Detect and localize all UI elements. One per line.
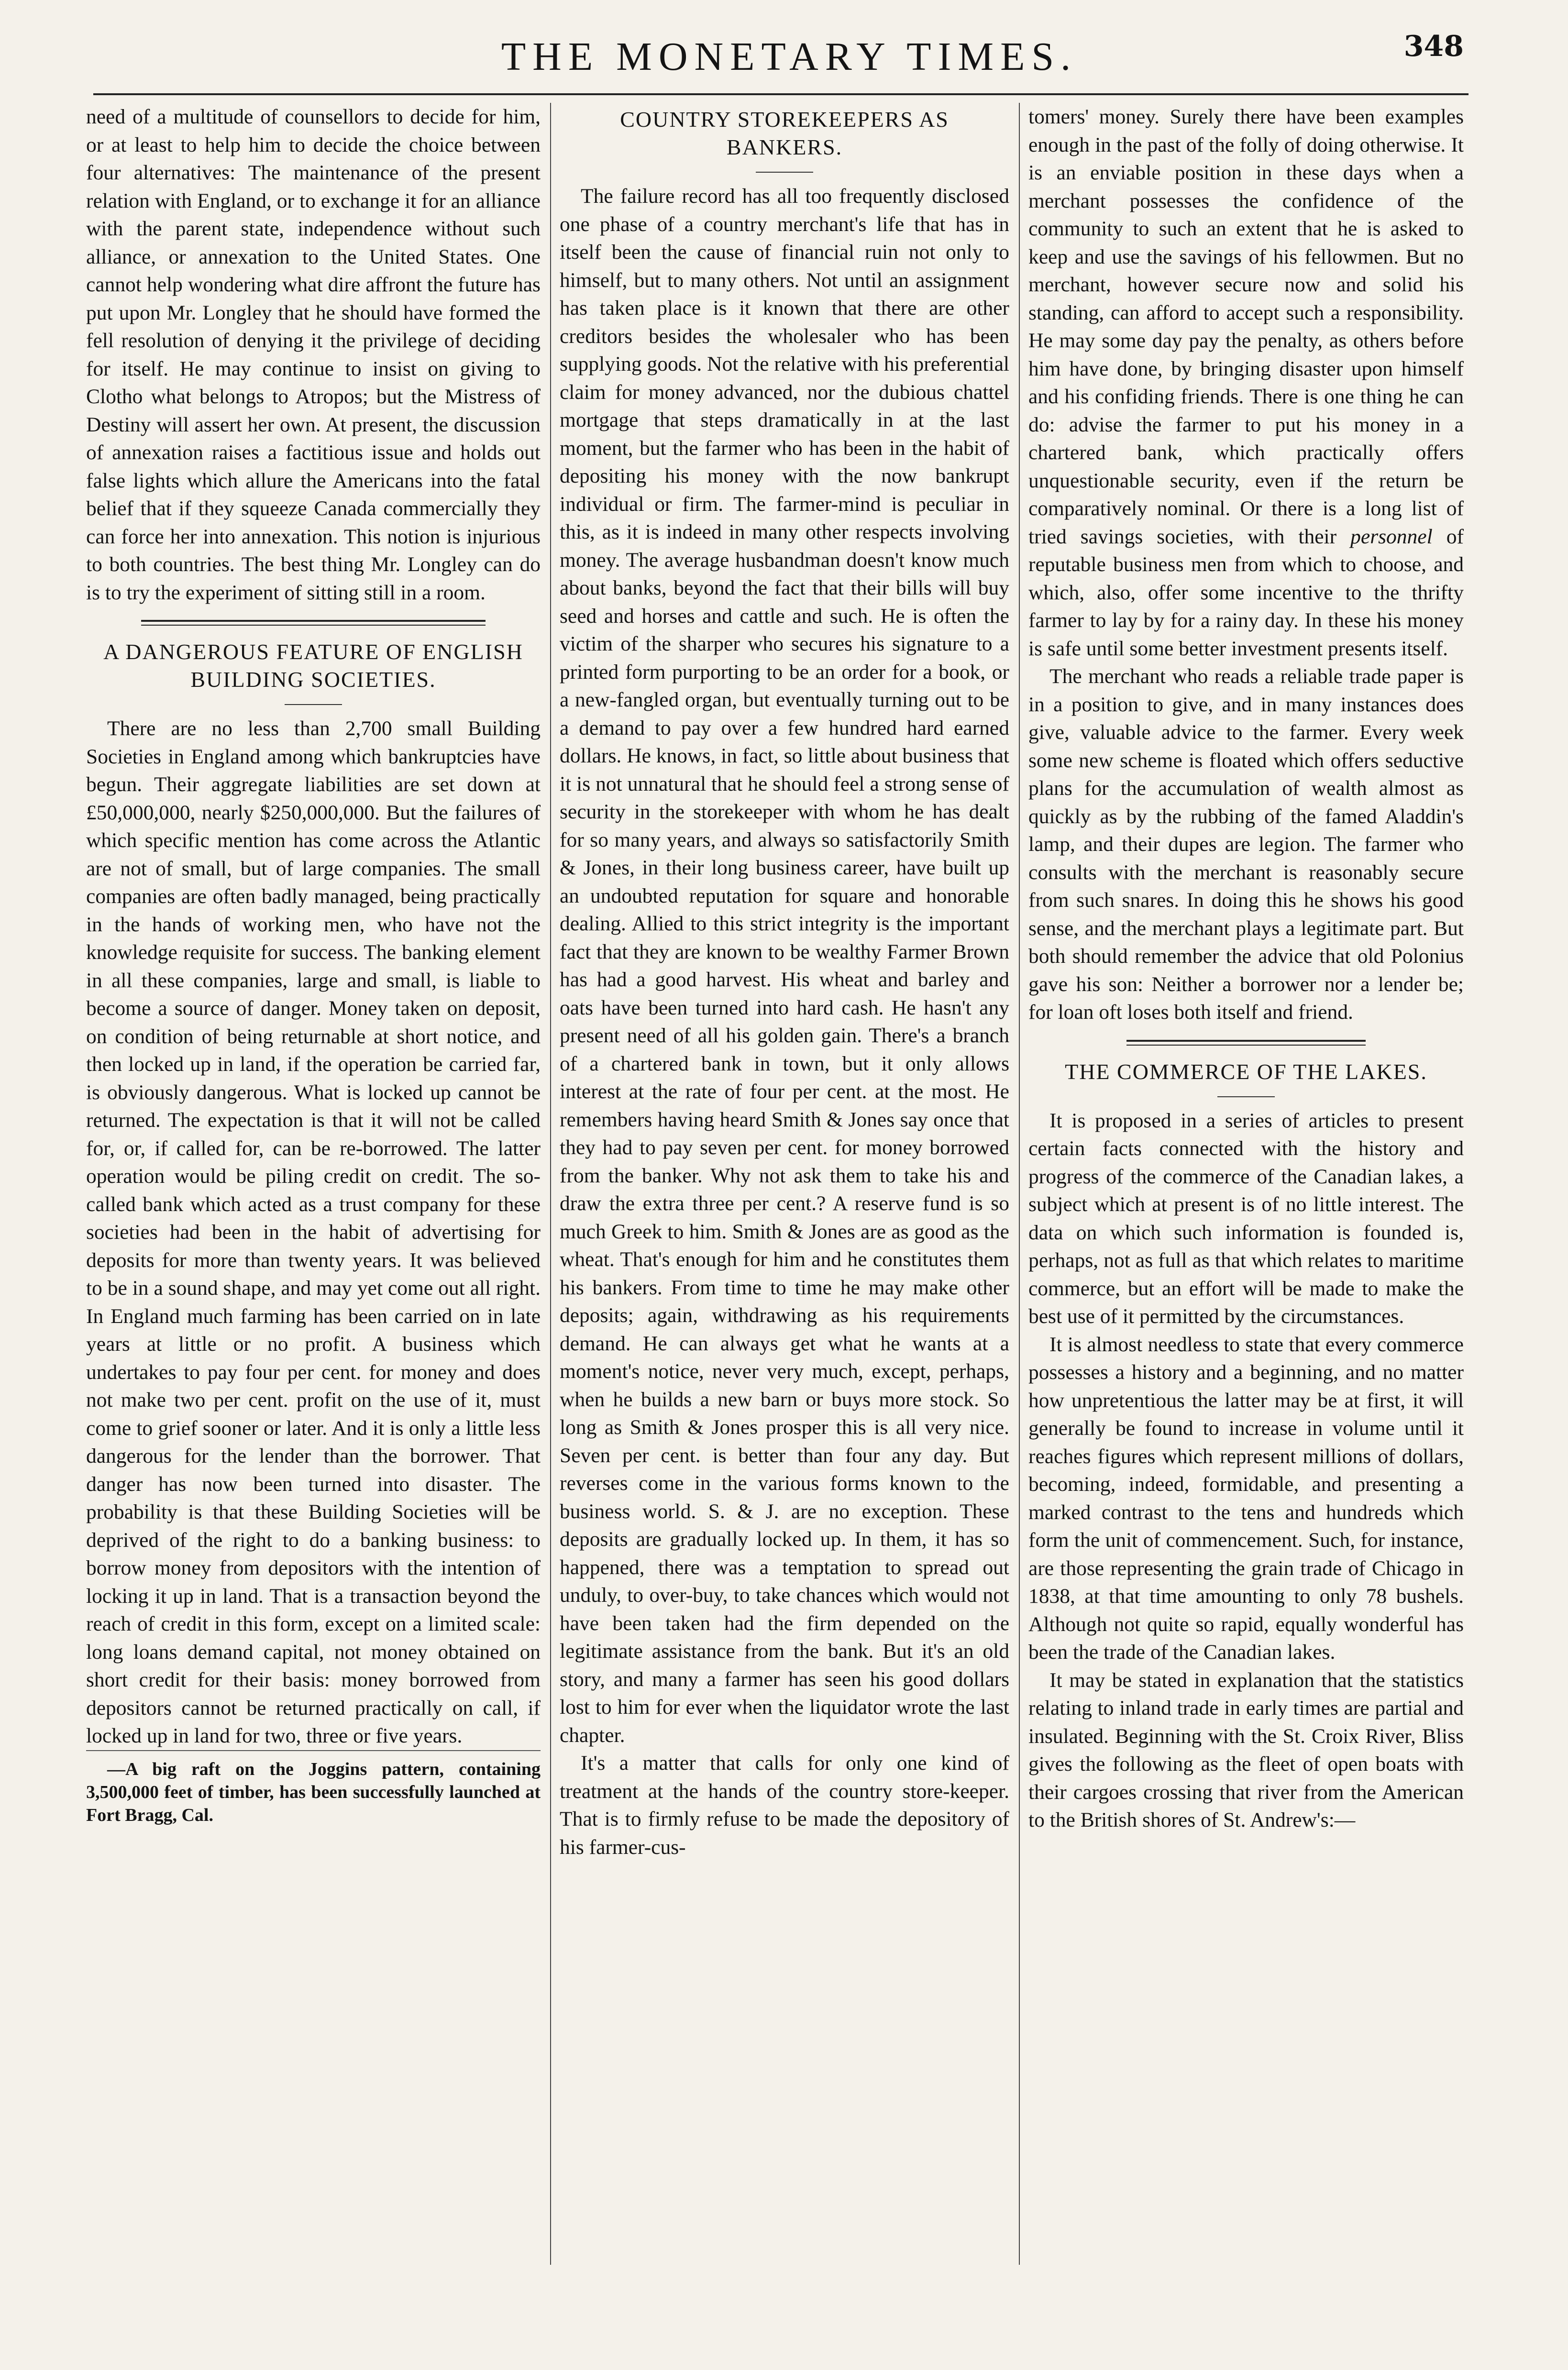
article-paragraph: It is proposed in a series of articles to present certain facts connected with the history and progress of the commerce of the Canadian lakes, a subject which at present is of no little interest. The data on which such information is founded is, perhaps, not as full as that which relates to maritime commerce, but an effort will be made to make the best use of it permitted by the circumstances. — [1028, 1109, 1464, 1328]
column-divider — [550, 103, 551, 2265]
article-paragraph: It's a matter that calls for only one kind of treatment at the hands of the country store-keeper. That is to firmly refuse to be made the depository of his farmer-cus- — [560, 1752, 1009, 1859]
article-continuation — [1028, 103, 1464, 662]
section-divider — [1126, 1040, 1366, 1046]
page-header — [115, 30, 1464, 86]
column-3 — [1028, 103, 1464, 2351]
italic-term: personnel — [1350, 525, 1433, 548]
article-heading: THE COMMERCE OF THE LAKES. — [1065, 1059, 1427, 1084]
heading-rule — [756, 172, 813, 173]
article-paragraph: It is almost needless to state that every commerce possesses a history and a beginning, and no matter how unpretentious the latter may be at first, it will generally be found to increase in volume until it reaches figures which represent millions of dollars, becoming, indeed, formidable, and presenting a marked contrast to the tens and hundreds which form the unit of commencement. Such, for instance, are those representing the grain trade of Chicago in 1838, at that time amounting to only 78 bushels. Although not quite so rapid, equally wonderful has been the trade of the Canadian lakes. — [1028, 1333, 1464, 1664]
column-2 — [560, 103, 1009, 2351]
article-paragraph: The merchant who reads a reliable trade paper is in a position to give, and in many instances does give, valuable advice to the farmer. Every week some new scheme is floated which offers seductive plans for the accumulation of wealth almost as quickly as by the rubbing of the famed Aladdin's lamp, and their dupes are legion. The farmer who consults with the merchant is reasonably secure from such snares. In doing this he shows his good sense, and the merchant plays a legitimate part. But both should remember the advice that old Polonius gave his son: Neither a borrower nor a lender be; for loan oft loses both itself and friend. — [1028, 665, 1464, 1024]
column-1 — [86, 103, 541, 2351]
text-run: of reputable business men from which to choose, and which, also, offer some incentive to the thrifty farmer to lay by for a rainy day. In these his money is safe until some better investment presents itself. — [1028, 525, 1464, 660]
heading-rule — [285, 704, 342, 705]
article-heading: COUNTRY STOREKEEPERS AS BANKERS. — [620, 107, 949, 159]
column-divider — [1019, 103, 1020, 2265]
article-heading: A DANGEROUS FEATURE OF ENGLISH BUILDING SOCIETIES. — [103, 639, 523, 692]
masthead: THE MONETARY TIMES. — [501, 34, 1078, 79]
article-paragraph: It may be stated in explanation that the statistics relating to inland trade in early times are partial and insulated. Beginning with the St. Croix River, Bliss gives the following as the fleet of open boats with their cargoes crossing that river from the American to the British shores of St. Andrew's:— — [1028, 1668, 1464, 1831]
article-continuation: need of a multitude of counsellors to decide for him, or at least to help him to decide the choice between four alternatives: The maintenance of the present relation with England, or to exchange it for an alliance with the parent state, independence without such alliance, or annexation to the United States. One cannot help wondering what dire affront the future has put upon Mr. Longley that he should have formed the fell resolution of denying it the privilege of deciding for itself. He may continue to insist on giving to Clotho what belongs to Atropos; but the Mistress of Destiny will assert her own. At present, the discussion of annexation raises a factitious issue and holds out false lights which allure the Americans into the fatal belief that if they squeeze Canada commercially they can force her into annexation. This notion is injurious to both countries. The best thing Mr. Longley can do is to try the experiment of sitting still in a room. — [86, 105, 541, 604]
article-paragraph: There are no less than 2,700 small Building Societies in England among which bankruptcies have begun. Their aggregate liabilities are set down at £50,000,000, nearly $250,000,000. But the failures of which specific mention has come across the Atlantic are not of small, but of large companies. The small companies are often badly managed, being practically in the hands of working men, who have not the knowledge requisite for success. The banking element in all these companies, large and small, is liable to become a source of danger. Money taken on deposit, on condition of being returnable at short notice, and then locked up in land, if the operation be carried far, is obviously dangerous. What is locked up cannot be returned. The expectation is that it will not be called for, or, if called for, can be re-borrowed. The latter operation would be piling credit on credit. The so-called bank which acted as a trust company for these societies had been in the habit of advertising for deposits for more than twenty years. It was believed to be in a sound shape, and may yet come out all right. In England much farming has been carried on in late years at little or no profit. A business which undertakes to pay four per cent. for money and does not make two per cent. profit on the use of it, must come to grief sooner or later. And it is only a little less dangerous for the lender than the borrower. That danger has now been turned into disaster. The probability is that these Building Societies will be deprived of the right to do a banking business: to borrow money from depositors with the intention of locking it up in land. That is a transaction beyond the reach of credit in this form, except on a limited scale: long loans demand capital, not money obtained on short credit for their basis: money borrowed from depositors cannot be returned practically on call, if locked up in land for two, three or five years. — [86, 717, 541, 1747]
article-paragraph: The failure record has all too frequently disclosed one phase of a country merchant's life that has in itself been the cause of financial ruin not only to himself, but to many others. Not until an assignment has taken place is it known that there are other creditors besides the wholesaler who has been supplying goods. Not the relative with his preferential claim for money advanced, nor the dubious chattel mortgage that steps dramatically in at the last moment, but the farmer who has been in the habit of depositing his money with the now bankrupt individual or firm. The farmer-mind is peculiar in this, as it is indeed in many other respects involving money. The average husbandman doesn't know much about banks, beyond the fact that their bills will buy seed and horses and cattle and such. He is often the victim of the sharper who secures his signature to a printed form purporting to be an order for a book, or a new-fangled organ, but eventually turning out to be a demand to pay over a few hundred hard earned dollars. He knows, in fact, so little about business that it is not unnatural that he should feel a strong sense of security in the storekeeper with whom he has dealt for so many years, and always so satisfactorily Smith & Jones, in their long business career, have built up an undoubted reputation for square and honorable dealing. Allied to this strict integrity is the important fact that they are known to be wealthy Farmer Brown has had a good harvest. His wheat and barley and oats have been turned into hard cash. He hasn't any present need of all his golden gain. There's a branch of a chartered bank in town, but it only allows interest at the rate of four per cent. at the most. He remembers having heard Smith & Jones say once that they had to pay seven per cent. for money borrowed from the banker. Why not ask them to take his and draw the extra three per cent.? A reserve fund is so much Greek to him. Smith & Jones are as good as the wheat. That's enough for him and he constitutes them his bankers. From time to time he may make other deposits; again, withdrawing as his requirements demand. He can always get what he wants at a moment's notice, never very much, except, perhaps, when he builds a new barn or buys more stock. So long as Smith & Jones prosper this is all very nice. Seven per cent. is better than four any day. But reverses come in the various forms known to the business world. S. & J. are no exception. These deposits are gradually locked up. In them, it has so happened, there was a temptation to spread out unduly, to over-buy, to take chances which would not have been taken had the firm depended on the legitimate assistance from the bank. But it's an old story, and many a farmer has seen his good dollars lost to him for ever when the liquidator wrote the last chapter. — [560, 185, 1009, 1747]
header-rule — [93, 93, 1469, 95]
section-divider — [141, 620, 486, 626]
footnote: —A big raft on the Joggins pattern, containing 3,500,000 feet of timber, has been successfully launched at Fort Bragg, Cal. — [86, 1750, 541, 1827]
heading-rule — [1217, 1096, 1275, 1097]
page-number: 348 — [1403, 30, 1464, 63]
text-run: tomers' money. Surely there have been examples enough in the past of the folly of doing otherwise. It is an enviable position in these days when a merchant possesses the confidence of the community to such an extent that he is asked to keep and use the savings of his fellowmen. But no merchant, however secure now and solid his standing, can afford to accept such a responsibility. He may some day pay the penalty, as others before him have done, by bringing disaster upon himself and his confiding friends. There is one thing he can do: advise the farmer to put his money in a chartered bank, which practically offers unquestionable security, even if the return be comparatively nominal. Or there is a long list of tried savings societies, with their — [1028, 105, 1464, 548]
